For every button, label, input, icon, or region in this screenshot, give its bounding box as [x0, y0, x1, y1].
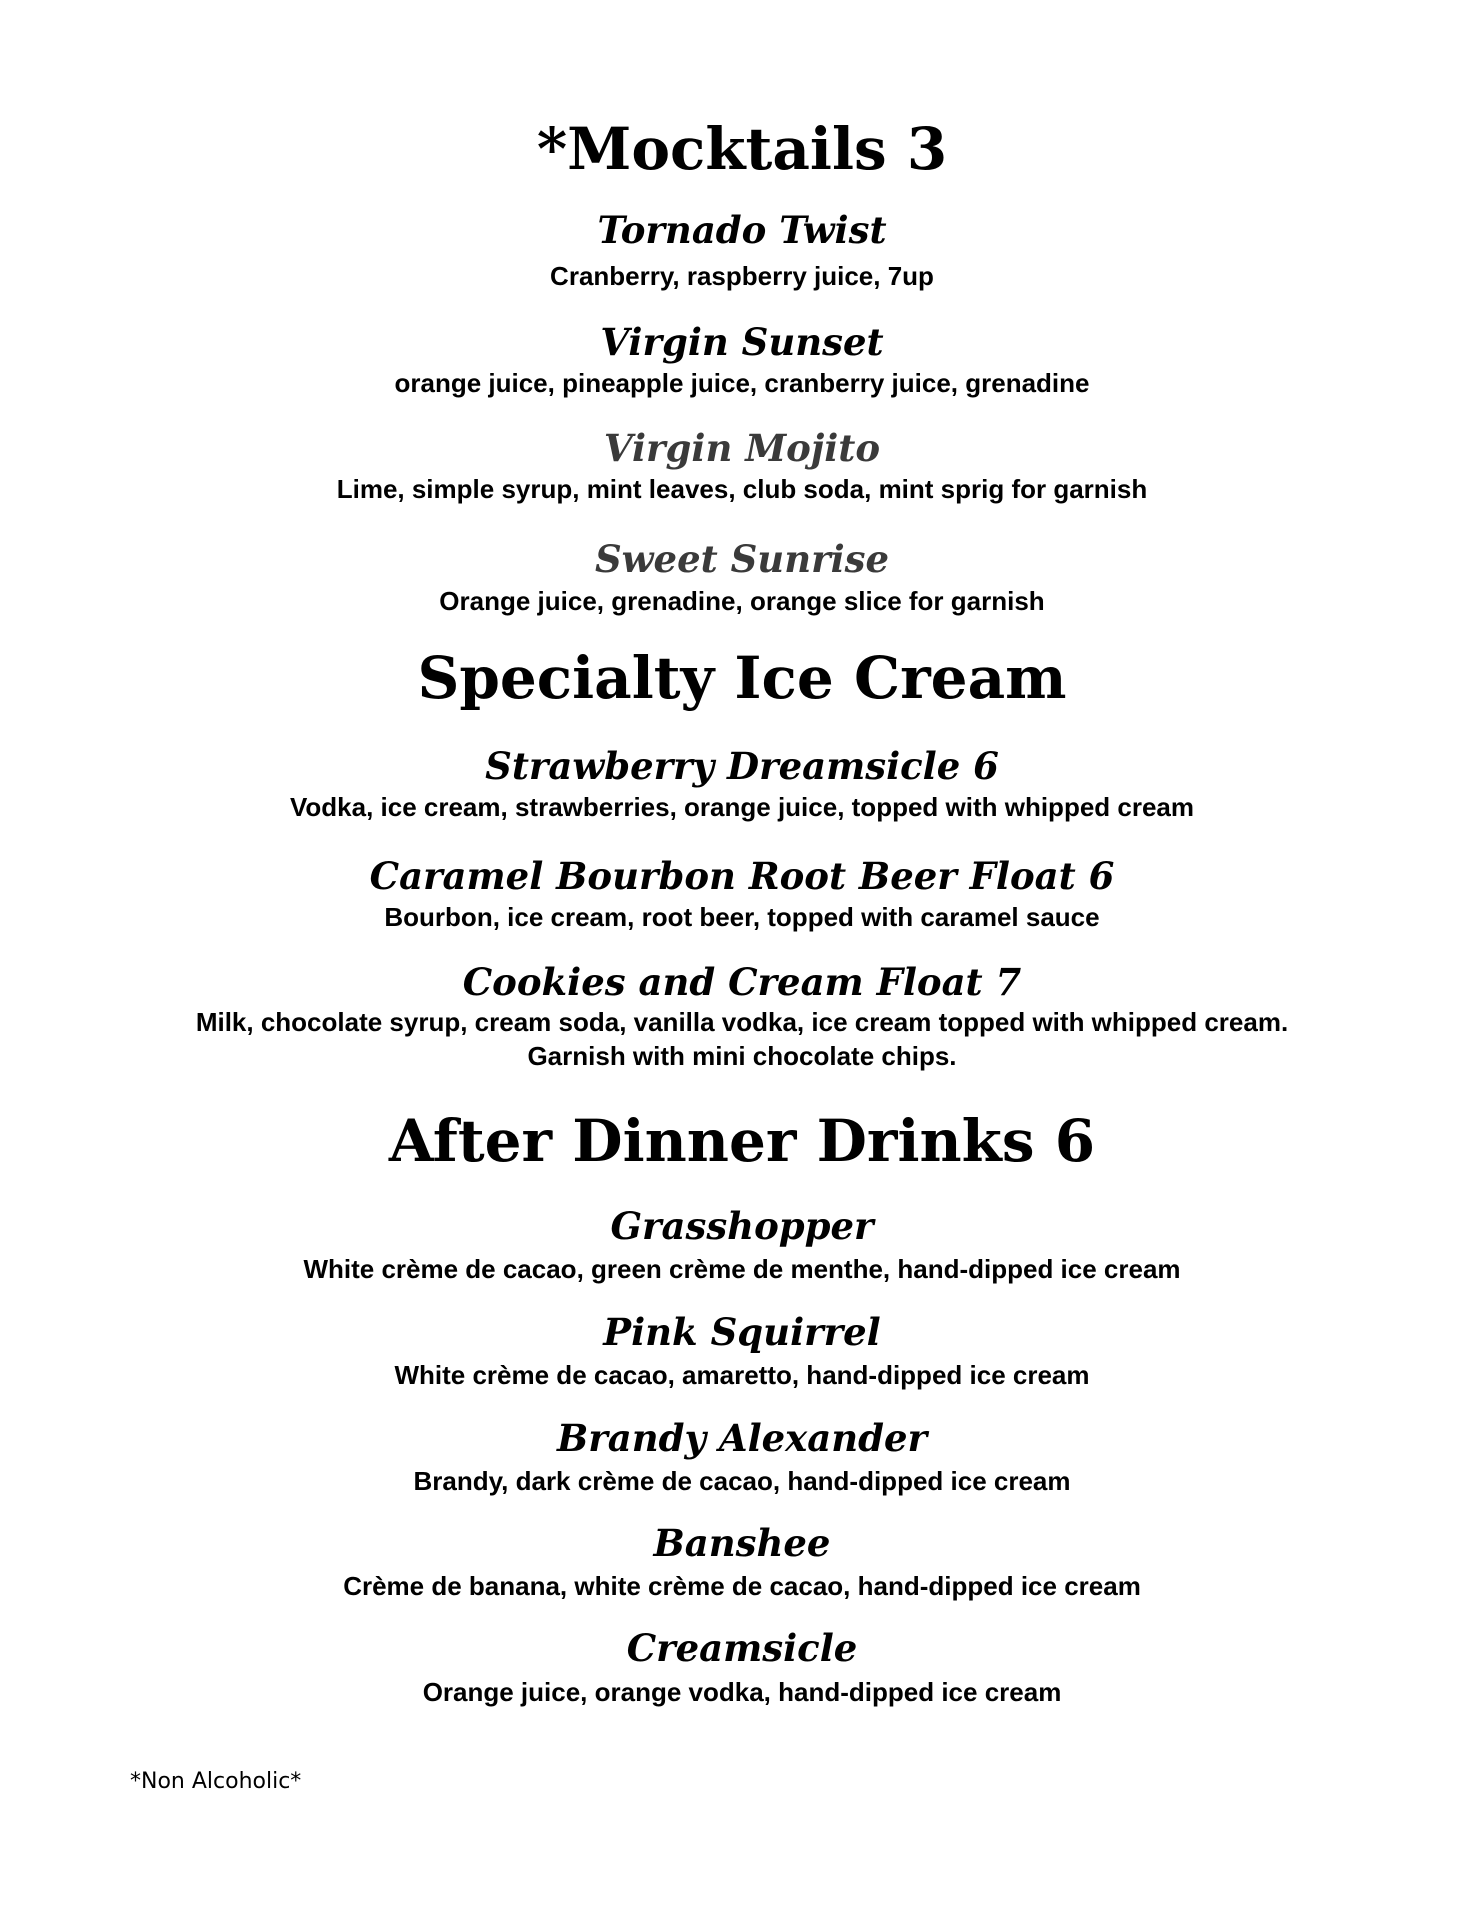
item-desc-strawberry-dreamsicle: Vodka, ice cream, strawberries, orange juice, topped with whipped cream [289, 792, 1195, 822]
item-name-pink-squirrel: Pink Squirrel [603, 1310, 881, 1354]
item-desc-cookies-and-cream-float-line2: Garnish with mini chocolate chips. [527, 1041, 957, 1071]
item-name-brandy-alexander: Brandy Alexander [556, 1416, 928, 1460]
item-desc-brandy-alexander: Brandy, dark crème de cacao, hand-dipped ice cream [413, 1466, 1071, 1496]
item-name-virgin-mojito: Virgin Mojito [603, 426, 881, 470]
item-desc-pink-squirrel: White crème de cacao, amaretto, hand-dipped ice cream [394, 1360, 1090, 1390]
item-desc-grasshopper: White crème de cacao, green crème de menthe, hand-dipped ice cream [303, 1254, 1181, 1284]
item-name-virgin-sunset: Virgin Sunset [600, 320, 884, 364]
item-desc-tornado-twist: Cranberry, raspberry juice, 7up [550, 261, 934, 291]
item-desc-cookies-and-cream-float: Milk, chocolate syrup, cream soda, vanilla vodka, ice cream topped with whipped cream. [195, 1007, 1289, 1037]
item-name-cookies-and-cream-float: Cookies and Cream Float 7 [462, 960, 1022, 1004]
item-name-grasshopper: Grasshopper [610, 1204, 874, 1248]
item-desc-virgin-sunset: orange juice, pineapple juice, cranberry juice, grenadine [394, 368, 1090, 398]
item-desc-creamsicle: Orange juice, orange vodka, hand-dipped ice cream [422, 1677, 1062, 1707]
item-name-strawberry-dreamsicle: Strawberry Dreamsicle 6 [485, 744, 999, 788]
item-name-banshee: Banshee [653, 1521, 831, 1565]
footnote-non-alcoholic: *Non Alcoholic* [130, 1769, 302, 1794]
item-desc-banshee: Crème de banana, white crème de cacao, hand-dipped ice cream [343, 1571, 1141, 1601]
item-desc-virgin-mojito: Lime, simple syrup, mint leaves, club soda, mint sprig for garnish [336, 474, 1148, 504]
item-name-creamsicle: Creamsicle [626, 1626, 858, 1670]
item-desc-caramel-bourbon-float: Bourbon, ice cream, root beer, topped with caramel sauce [384, 902, 1100, 932]
section-title-after-dinner-drinks: After Dinner Drinks 6 [388, 1107, 1096, 1175]
item-name-sweet-sunrise: Sweet Sunrise [594, 537, 890, 581]
section-title-mocktails: *Mocktails 3 [536, 115, 948, 183]
item-desc-sweet-sunrise: Orange juice, grenadine, orange slice for garnish [439, 586, 1045, 616]
item-name-tornado-twist: Tornado Twist [597, 208, 887, 252]
item-name-caramel-bourbon-float: Caramel Bourbon Root Beer Float 6 [369, 854, 1115, 898]
section-title-specialty-ice-cream: Specialty Ice Cream [417, 644, 1067, 712]
